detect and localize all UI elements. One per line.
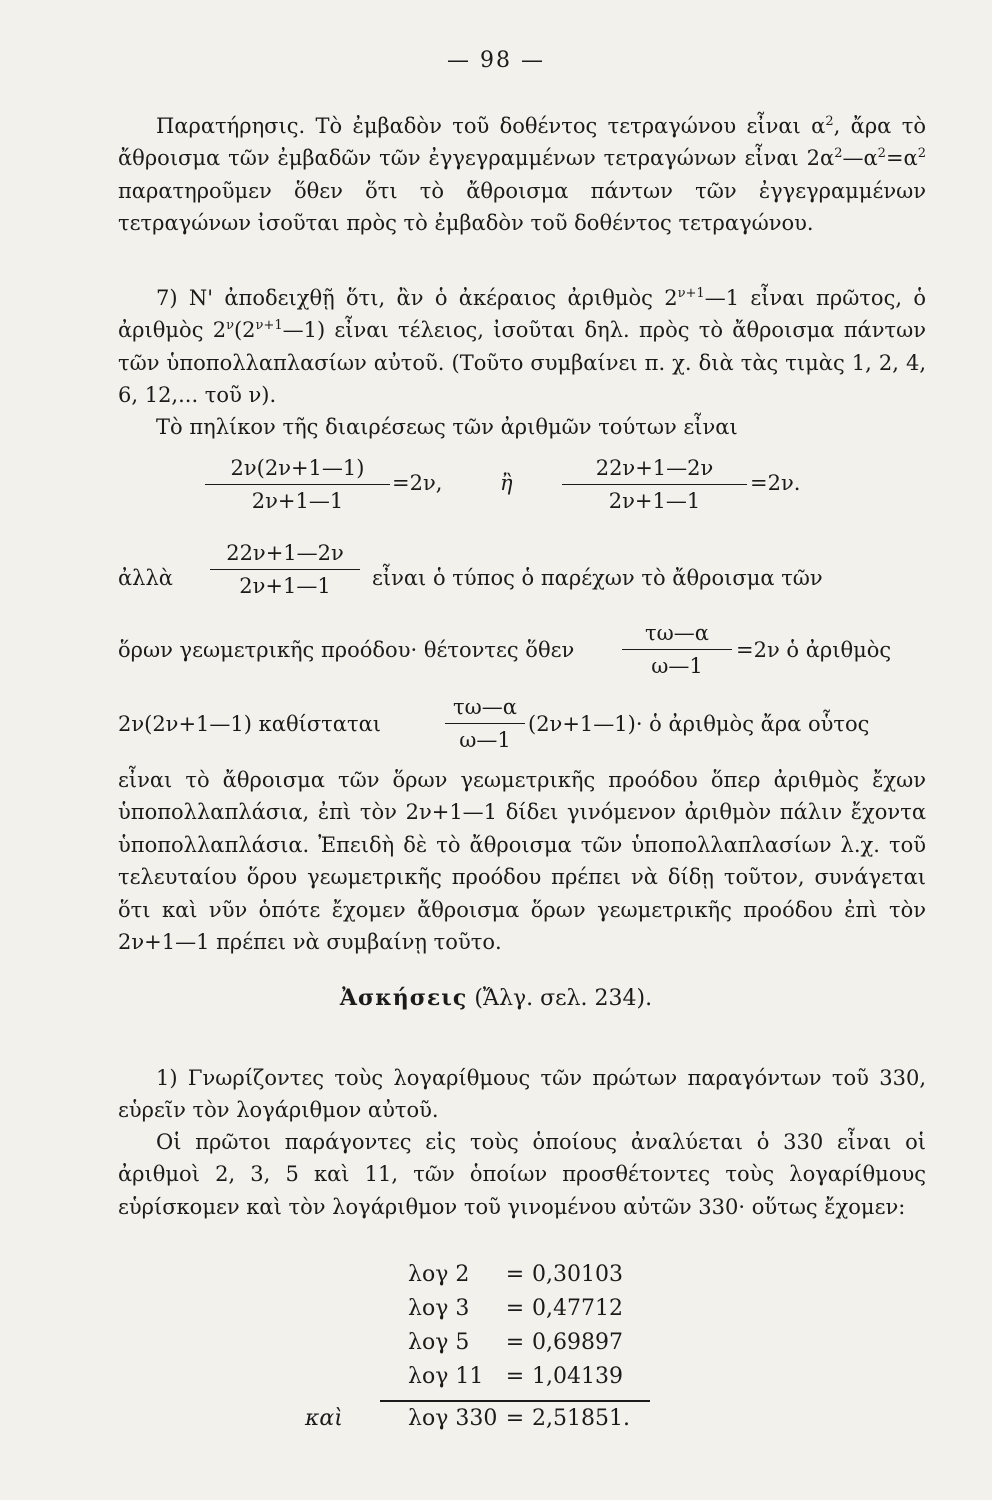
log-row: λογ 5 = 0,69897 — [408, 1330, 623, 1355]
sum-rule-line — [380, 1400, 650, 1402]
paragraph-factors: Οἱ πρῶτοι παράγοντες εἰς τοὺς ὁποίους ἀναλύεται ὁ 330 εἶναι οἱ ἀριθμοὶ 2, 3, 5 καὶ 11, τῶν ὁποίων προσθέτοντες τοὺς λογαρίθμους εὑρίσκομεν καὶ τὸν λογάριθμον τοῦ γινομένου αὐτῶν 330· οὕτως ἔχομεν: — [118, 1130, 926, 1219]
log-total-row: καὶ λογ 330 = 2,51851. — [305, 1406, 630, 1431]
section-heading-exercises: Ἀσκήσεις (Ἄλγ. σελ. 234). — [339, 985, 653, 1011]
fraction-2: $\frac{22\nu+1—2\nu}{2\nu+1—1}$ — [562, 455, 747, 514]
log-row: λογ 11 = 1,04139 — [408, 1364, 623, 1389]
paragraph-quotient: Τὸ πηλίκον τῆς διαιρέσεως τῶν ἀριθμῶν τούτων εἶναι — [156, 415, 738, 439]
paragraph-problem-7: 7) Ν' ἀποδειχθῇ ὅτι, ἂν ὁ ἀκέραιος ἀριθμὸς $2^{\nu+1}—1$ εἶναι πρῶτος, ὁ ἀριθμὸς $2^\nu(2^{\nu+1}—1)$ εἶναι τέλειος, ἰσοῦται δηλ. πρὸς τὸ ἄθροισμα πάντων τῶν ὑποπολλαπλασίων αὐτοῦ. (Τοῦτο συμβαίνει π. χ. διὰ τὰς τιμὰς 1, 2, 4, 6, 12,... τοῦ ν). — [118, 286, 926, 408]
fraction-3: $\frac{22\nu+1—2\nu}{2\nu+1—1}$ — [210, 540, 360, 599]
fraction-1: $\frac{2\nu(2\nu+1—1)}{2\nu+1—1}$ — [205, 455, 390, 514]
paragraph-conclusion: εἶναι τὸ ἄθροισμα τῶν ὅρων γεωμετρικῆς προόδου ὅπερ ἀριθμὸς ἔχων ὑποπολλαπλάσια, ἐπὶ τὸν 2ν+1—1 δίδει γινόμενον ἀριθμὸν πάλιν ἔχοντα ὑποπολλαπλάσια. Ἐπειδὴ δὲ τὸ ἄθροισμα τῶν ὑποπολλαπλασίων λ.χ. τοῦ τελευταίου ὅρου γεωμετρικῆς προόδου πρέπει νὰ δίδῃ τοῦτον, συνάγεται ὅτι καὶ νῦν ὁπότε ἔχομεν ἄθροισμα ὅρων γεωμετρικῆς προόδου ἐπὶ τὸν 2ν+1—1 πρέπει νὰ συμβαίνῃ τοῦτο. — [118, 768, 926, 955]
book-page: — 98 — Παρατήρησις. Τὸ ἐμβαδὸν τοῦ δοθέντος τετραγώνου εἶναι $\alpha^2$, ἄρα τὸ ἄθροισμα τῶν ἐμβαδῶν τῶν ἐγγεγραμμένων τετραγώνων εἶναι $2\alpha^2—\alpha^2=\alpha^2$ παρατηροῦμεν ὅθεν ὅτι τὸ ἄθροισμα πάντων τῶν ἐγγεγραμμένων τετραγώνων ἰσοῦται πρὸς τὸ ἐμβαδὸν τοῦ δοθέντος τετραγώνου. 7) Ν' ἀποδειχθῇ ὅτι, ἂν ὁ ἀκέραιος ἀριθμὸς $2^{\nu+1}—1$ εἶναι πρῶτος, ὁ ἀριθμὸς $2^\nu(2^{\nu+1}—1)$ εἶναι τέλειος, ἰσοῦται δηλ. πρὸς τὸ ἄθροισμα πάντων τῶν ὑποπολλαπλασίων αὐτοῦ. (Τοῦτο συμβαίνει π. χ. διὰ τὰς τιμὰς 1, 2, 4, 6, 12,... τοῦ ν). Τὸ πηλίκον τῆς διαιρέσεως τῶν ἀριθμῶν τούτων εἶναι $\frac{2\nu(2\nu+1—1)}{2\nu+1—1}$ =2ν, ἢ $\frac{22\nu+1—2\nu}{2\nu+1—1}$ =2ν. ἀλλὰ $\frac{22\nu+1—2\nu}{2\nu+1—1}$ εἶναι ὁ τύπος ὁ παρέχων τὸ ἄθροισμα τῶν ὅρων γεωμετρικῆς προόδου· θέτοντες ὅθεν $\frac{\tau\omega—\alpha}{\omega—1}$ =2ν ὁ ἀριθμὸς 2ν(2ν+1—1) καθίσταται $\frac{\tau\omega—\alpha}{\omega—1}$ (2ν+1—1)· ὁ ἀριθμὸς ἄρα οὗτος εἶναι τὸ ἄθροισμα τῶν ὅρων γεωμετρικῆς προόδου ὅπερ ἀριθμὸς ἔχων ὑποπολλαπλάσια, ἐπὶ τὸν 2ν+1—1 δίδει γινόμενον ἀριθμὸν πάλιν ἔχοντα ὑποπολλαπλάσια. Ἐπειδὴ δὲ τὸ ἄθροισμα τῶν ὑποπολλαπλασίων λ.χ. τοῦ τελευταίου ὅρου γεωμετρικῆς προόδου πρέπει νὰ δίδῃ τοῦτον, συνάγεται ὅτι καὶ νῦν ὁπότε ἔχομεν ἄθροισμα ὅρων γεωμετρικῆς προόδου ἐπὶ τὸν 2ν+1—1 πρέπει νὰ συμβαίνῃ τοῦτο. Ἀσκήσεις (Ἄλγ. σελ. 234). 1) Γνωρίζοντες τοὺς λογαρίθμους τῶν πρώτων παραγόντων τοῦ 330, εὑρεῖν τὸν λογάριθμον αὐτοῦ. Οἱ πρῶτοι παράγοντες εἰς τοὺς ὁποίους ἀναλύεται ὁ 330 εἶναι οἱ ἀριθμοὶ 2, 3, 5 καὶ 11, τῶν ὁποίων προσθέτοντες τοὺς λογαρίθμους εὑρίσκομεν καὶ τὸν λογάριθμον τοῦ γινομένου αὐτῶν 330· οὕτως ἔχομεν: λογ 2 = 0,30103 λογ 3 = 0,47712 λογ 5 = 0,69897 λογ 11 = 1,04139 καὶ λογ 330 = 2,51851. — [0, 0, 992, 1500]
fraction-4: $\frac{\tau\omega—\alpha}{\omega—1}$ — [622, 620, 732, 679]
paragraph-observation: Παρατήρησις. Τὸ ἐμβαδὸν τοῦ δοθέντος τετραγώνου εἶναι $\alpha^2$, ἄρα τὸ ἄθροισμα τῶν ἐμβαδῶν τῶν ἐγγεγραμμένων τετραγώνων εἶναι $2\alpha^2—\alpha^2=\alpha^2$ παρατηροῦμεν ὅθεν ὅτι τὸ ἄθροισμα πάντων τῶν ἐγγεγραμμένων τετραγώνων ἰσοῦται πρὸς τὸ ἐμβαδὸν τοῦ δοθέντος τετραγώνου. — [118, 114, 926, 236]
log-row: λογ 2 = 0,30103 — [408, 1262, 623, 1287]
paragraph-exercise-1: 1) Γνωρίζοντες τοὺς λογαρίθμους τῶν πρώτων παραγόντων τοῦ 330, εὑρεῖν τὸν λογάριθμον αὐτοῦ. — [118, 1066, 926, 1123]
log-row: λογ 3 = 0,47712 — [408, 1296, 623, 1321]
page-number: — 98 — — [447, 48, 545, 73]
fraction-5: $\frac{\tau\omega—\alpha}{\omega—1}$ — [445, 694, 525, 753]
